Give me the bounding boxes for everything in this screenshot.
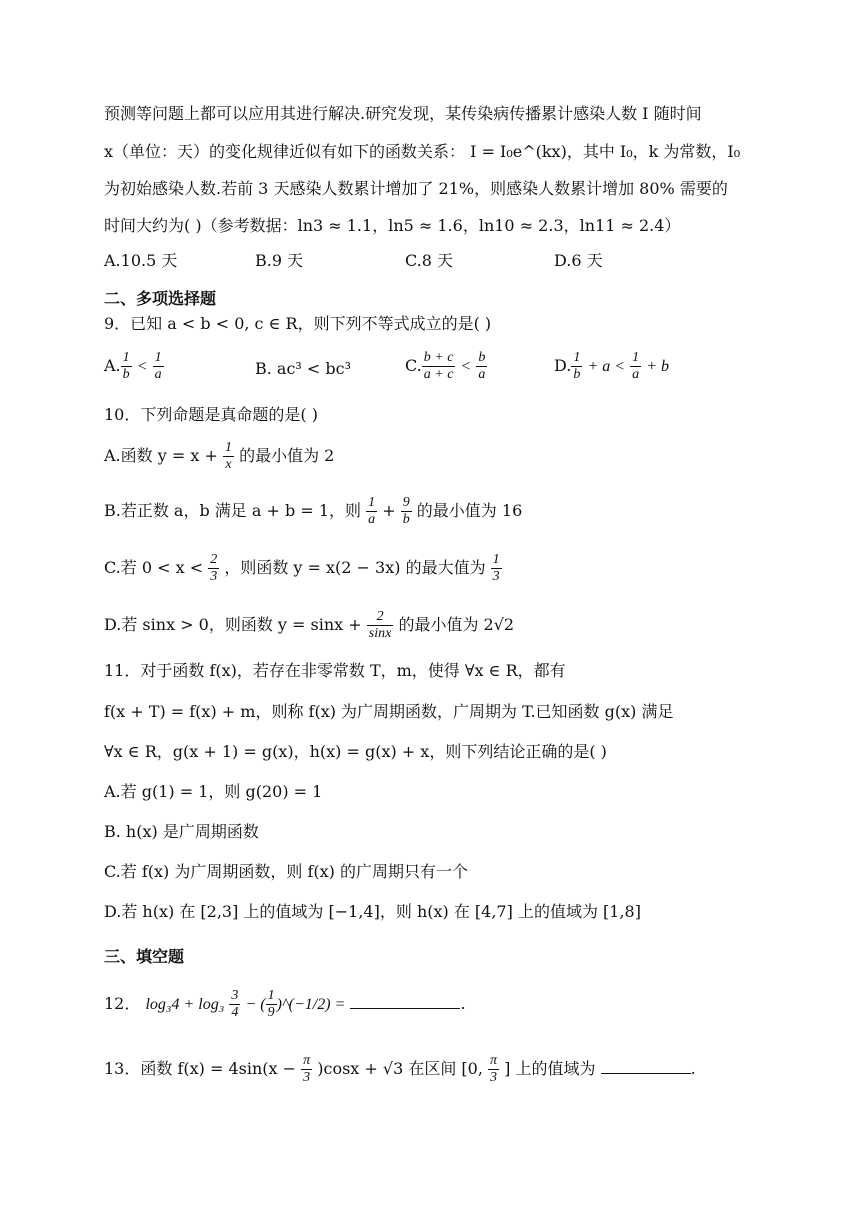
q10-a-frac: $\frac{1}{x}$ [224,440,232,472]
q10-b-mid: + [382,501,396,520]
q12-line [104,988,466,1021]
intro-line-1: 预测等问题上都可以应用其进行解决.研究发现，某传染病传播累计感染人数 I 随时间 [104,104,702,123]
q12-expr-exp: )^(−1/2) = [276,996,346,1013]
intro-line-4: 时间大约为( )（参考数据：ln3 ≈ 1.1，ln5 ≈ 1.6，ln10 ≈ 2.3，ln11 ≈ 2.4） [104,216,681,235]
q9-option-d [554,350,669,383]
q8-option-d: D.6 天 [554,251,603,270]
q9-d-frac-left: $\frac{1}{b}$ [573,350,581,382]
q9-c-frac-right: $\frac{b}{a}$ [478,350,486,382]
q10-c-frac2: $\frac{1}{3}$ [492,552,500,584]
q11-option-b: B. h(x) 是广周期函数 [104,822,259,841]
q10-d-post: 的最小值为 2√2 [398,615,515,634]
q12-number: 12． [104,994,141,1013]
q13-frac2: $\frac{\pi}{3}$ [490,1053,498,1085]
q10-b-frac1: $\frac{1}{a}$ [368,495,376,527]
q10-c-frac1: $\frac{2}{3}$ [210,552,218,584]
section-fill-in-title: 三、填空题 [104,947,185,966]
q9-a-frac-left: $\frac{1}{b}$ [122,350,130,382]
q9-c-label: C. [405,356,422,375]
q9-a-frac-right: $\frac{1}{a}$ [154,350,162,382]
q9-option-b: B. ac³ < bc³ [255,359,352,378]
q12-frac2: $\frac{1}{9}$ [267,988,275,1020]
q10-b-post: 的最小值为 16 [416,501,523,520]
q12-answer-blank[interactable] [350,992,460,1009]
q11-line-3: ∀x ∈ R，g(x + 1) = g(x)，h(x) = g(x) + x，则下列结论正确的是( ) [104,742,607,761]
q13-frac1: $\frac{\pi}{3}$ [303,1053,311,1085]
q10-c-pre: C.若 0 < x < [104,558,204,577]
q11-line-2: f(x + T) = f(x) + m，则称 f(x) 为广周期函数，广周期为 T.已知函数 g(x) 满足 [104,702,674,721]
q9-c-frac-left: $\frac{b + c}{a + c}$ [423,350,454,382]
q10-d-pre: D.若 sinx > 0，则函数 y = sinx + [104,615,362,634]
q10-option-a [104,440,334,473]
q13-answer-blank[interactable] [601,1057,691,1074]
q11-line-1: 11．对于函数 f(x)，若存在非零常数 T，m，使得 ∀x ∈ R，都有 [104,661,566,680]
q13-pre: 13．函数 f(x) = 4sin(x − [104,1059,297,1078]
q9-d-expr2: + b [646,358,670,375]
q12-frac1: $\frac{3}{4}$ [231,988,239,1020]
q10-a-post: 的最小值为 2 [239,446,335,465]
q12-expr-pre: log₃4 + log₃ [145,996,225,1013]
q13-line [104,1053,696,1086]
q11-option-c: C.若 f(x) 为广周期函数，则 f(x) 的广周期只有一个 [104,862,468,881]
q10-option-b [104,495,522,528]
q11-option-a: A.若 g(1) = 1，则 g(20) = 1 [104,782,323,801]
intro-line-2: x（单位：天）的变化规律近似有如下的函数关系： I = I₀e^(kx)，其中 I₀，k 为常数，I₀ [104,142,741,161]
q11-option-d: D.若 h(x) 在 [2,3] 上的值域为 [−1,4]，则 h(x) 在 [4,7] 上的值域为 [1,8] [104,902,641,921]
q9-stem: 9．已知 a < b < 0, c ∈ R，则下列不等式成立的是( ) [104,314,492,333]
q10-d-frac: $\frac{2}{\sin x}$ [368,609,392,641]
section-multiple-choice-title: 二、多项选择题 [104,289,217,308]
q12-end: . [460,994,466,1013]
q9-c-op: < [460,358,472,375]
q13-post: ] 上的值域为 [504,1059,596,1078]
q9-option-c [405,350,487,383]
q10-b-pre: B.若正数 a，b 满足 a + b = 1，则 [104,501,362,520]
q9-d-frac-right: $\frac{1}{a}$ [632,350,640,382]
q10-option-c [104,552,502,585]
q8-option-a: A.10.5 天 [104,251,178,270]
q12-expr-mid: − ( [245,996,266,1013]
q9-d-label: D. [554,356,572,375]
q9-option-a [104,350,164,383]
q10-stem: 10．下列命题是真命题的是( ) [104,405,318,424]
q8-option-c: C.8 天 [405,251,454,270]
q10-option-d [104,609,514,642]
q9-a-op: < [136,358,148,375]
q9-d-expr1: + a < [587,358,626,375]
q9-a-label: A. [104,356,121,375]
q10-a-pre: A.函数 y = x + [104,446,218,465]
q13-end: . [690,1059,696,1078]
intro-line-3: 为初始感染人数.若前 3 天感染人数累计增加了 21%，则感染人数累计增加 80% 需要的 [104,179,728,198]
q10-b-frac2: $\frac{9}{b}$ [402,495,410,527]
q8-option-b: B.9 天 [255,251,304,270]
q10-c-mid: ，则函数 y = x(2 − 3x) 的最大值为 [224,558,486,577]
q13-mid: )cosx + √3 在区间 [0, [317,1059,483,1078]
